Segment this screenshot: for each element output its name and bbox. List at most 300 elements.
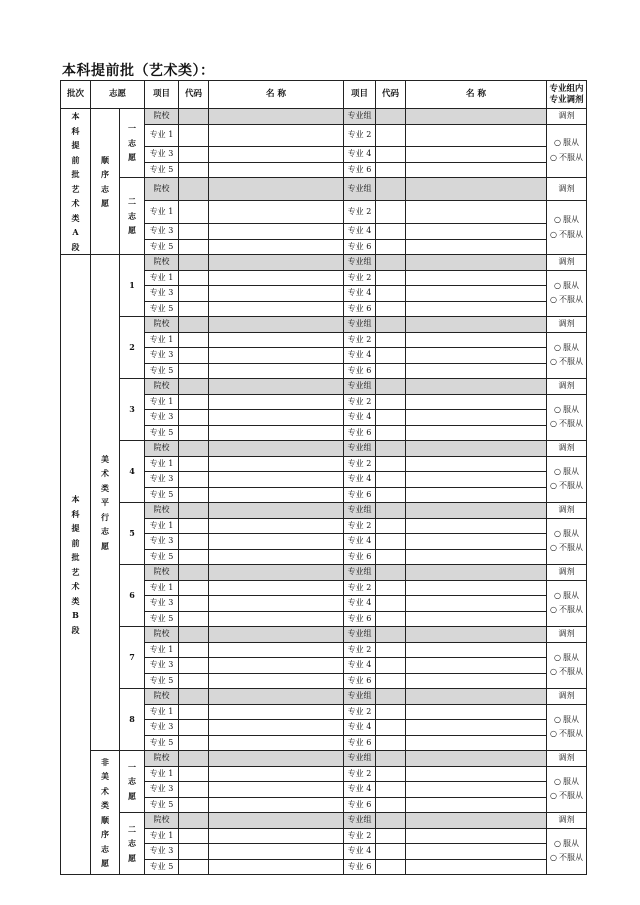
major-name-input[interactable]: [406, 425, 547, 441]
major-name-input[interactable]: [406, 859, 547, 875]
major-name-input[interactable]: [209, 410, 344, 426]
disobey-option-label: 不服从: [558, 419, 583, 429]
school-row: [61, 178, 587, 201]
major-name-input[interactable]: [209, 704, 344, 720]
major-name-input[interactable]: [209, 270, 344, 286]
major-name-input[interactable]: [406, 580, 547, 596]
radio-circle-icon[interactable]: ○: [550, 295, 557, 305]
major-name-input[interactable]: [406, 472, 547, 488]
school-code-input[interactable]: [179, 565, 209, 581]
major-code-input[interactable]: [179, 859, 209, 875]
school-name-input[interactable]: [209, 109, 344, 125]
major-code-input[interactable]: [376, 332, 406, 348]
major-name-input[interactable]: [406, 201, 547, 224]
major-code-input[interactable]: [376, 410, 406, 426]
major-code-input[interactable]: [376, 270, 406, 286]
major-name-input[interactable]: [406, 270, 547, 286]
group-code-input[interactable]: [376, 689, 406, 705]
disobey-option-label: 不服从: [558, 791, 583, 801]
major-code-input[interactable]: [179, 828, 209, 844]
group-label: 专业组: [344, 109, 376, 125]
major-code-input[interactable]: [376, 596, 406, 612]
major-name-input[interactable]: [209, 828, 344, 844]
major-code-input[interactable]: [179, 147, 209, 163]
disobey-option[interactable]: [547, 293, 586, 308]
major-code-input[interactable]: [179, 720, 209, 736]
radio-circle-icon[interactable]: ○: [550, 229, 557, 239]
major-name-input[interactable]: [406, 828, 547, 844]
major-name-input[interactable]: [209, 472, 344, 488]
obey-option[interactable]: [547, 341, 586, 356]
school-name-input[interactable]: [209, 178, 344, 201]
group-name-input[interactable]: [406, 689, 547, 705]
major-name-input[interactable]: [209, 201, 344, 224]
major-code-input[interactable]: [179, 844, 209, 860]
radio-circle-icon[interactable]: ○: [554, 528, 561, 538]
radio-circle-icon[interactable]: ○: [554, 466, 561, 476]
radio-circle-icon[interactable]: ○: [550, 357, 557, 367]
major-name-input[interactable]: [209, 611, 344, 627]
major-name-input[interactable]: [209, 673, 344, 689]
major-code-input[interactable]: [179, 580, 209, 596]
disobey-option[interactable]: [547, 417, 586, 432]
major-code-input[interactable]: [179, 124, 209, 147]
choice-number: 5: [120, 503, 145, 565]
major-code-input[interactable]: [376, 673, 406, 689]
major-name-input[interactable]: [406, 348, 547, 364]
group-label: 专业组: [344, 627, 376, 643]
major-label: 专业 3: [145, 534, 179, 550]
choice-number: [120, 751, 145, 813]
major-label: 专业 5: [145, 549, 179, 565]
major-label: 专业 6: [344, 797, 376, 813]
major-name-input[interactable]: [209, 518, 344, 534]
major-name-input[interactable]: [406, 797, 547, 813]
major-code-input[interactable]: [376, 286, 406, 302]
obey-option-label: 服从: [562, 528, 579, 538]
disobey-option[interactable]: [547, 228, 586, 243]
major-code-input[interactable]: [376, 611, 406, 627]
major-code-input[interactable]: [376, 363, 406, 379]
major-code-input[interactable]: [376, 580, 406, 596]
obey-option[interactable]: [547, 213, 586, 228]
major-name-input[interactable]: [406, 410, 547, 426]
school-code-input[interactable]: [179, 178, 209, 201]
header-row: [61, 81, 587, 109]
major-code-input[interactable]: [376, 239, 406, 255]
major-code-input[interactable]: [376, 147, 406, 163]
major-name-input[interactable]: [406, 673, 547, 689]
school-row: [61, 255, 587, 271]
radio-circle-icon[interactable]: ○: [554, 714, 561, 724]
disobey-option[interactable]: [547, 789, 586, 804]
major-code-input[interactable]: [376, 797, 406, 813]
major-code-input[interactable]: [376, 766, 406, 782]
school-label: 院校: [145, 565, 179, 581]
major-name-input[interactable]: [406, 735, 547, 751]
major-label: 专业 6: [344, 673, 376, 689]
major-name-input[interactable]: [406, 720, 547, 736]
school-name-input[interactable]: [209, 317, 344, 333]
school-code-input[interactable]: [179, 751, 209, 767]
major-code-input[interactable]: [179, 704, 209, 720]
major-code-input[interactable]: [376, 549, 406, 565]
major-label: 专业 2: [344, 124, 376, 147]
major-name-input[interactable]: [209, 124, 344, 147]
group-code-input[interactable]: [376, 178, 406, 201]
school-code-input[interactable]: [179, 627, 209, 643]
group-code-input[interactable]: [376, 317, 406, 333]
radio-circle-icon[interactable]: ○: [554, 342, 561, 352]
radio-circle-icon[interactable]: ○: [550, 543, 557, 553]
major-code-input[interactable]: [376, 124, 406, 147]
major-code-input[interactable]: [376, 720, 406, 736]
major-name-input[interactable]: [209, 735, 344, 751]
major-code-input[interactable]: [179, 596, 209, 612]
group-name-input[interactable]: [406, 751, 547, 767]
major-name-input[interactable]: [209, 642, 344, 658]
obey-option[interactable]: [547, 837, 586, 852]
group-name-input[interactable]: [406, 317, 547, 333]
school-name-input[interactable]: [209, 627, 344, 643]
major-code-input[interactable]: [376, 518, 406, 534]
group-name-input[interactable]: [406, 565, 547, 581]
major-name-input[interactable]: [406, 534, 547, 550]
major-label: 专业 5: [145, 301, 179, 317]
major-label: 专业 3: [145, 844, 179, 860]
major-code-input[interactable]: [179, 162, 209, 178]
major-code-input[interactable]: [179, 363, 209, 379]
school-row: [61, 317, 587, 333]
major-name-input[interactable]: [209, 239, 344, 255]
obey-option[interactable]: [547, 589, 586, 604]
major-code-input[interactable]: [376, 201, 406, 224]
radio-circle-icon[interactable]: ○: [550, 152, 557, 162]
major-name-input[interactable]: [406, 518, 547, 534]
adjust-label: 调剂: [547, 441, 587, 457]
major-name-input[interactable]: [406, 239, 547, 255]
group-label: 专业组: [344, 751, 376, 767]
major-code-input[interactable]: [179, 472, 209, 488]
major-code-input[interactable]: [179, 611, 209, 627]
disobey-option[interactable]: [547, 541, 586, 556]
group-code-input[interactable]: [376, 565, 406, 581]
major-label: 专业 6: [344, 162, 376, 178]
major-label: 专业 5: [145, 363, 179, 379]
major-code-input[interactable]: [179, 487, 209, 503]
group-code-input[interactable]: [376, 813, 406, 829]
school-name-input[interactable]: [209, 503, 344, 519]
major-label: 专业 5: [145, 162, 179, 178]
major-code-input[interactable]: [376, 642, 406, 658]
school-row: [61, 379, 587, 395]
major-code-input[interactable]: [179, 735, 209, 751]
major-name-input[interactable]: [406, 487, 547, 503]
vertical-label-text: 非美术类顺序志愿: [101, 756, 109, 868]
major-code-input[interactable]: [376, 162, 406, 178]
major-name-input[interactable]: [209, 720, 344, 736]
disobey-option[interactable]: [547, 603, 586, 618]
obey-option[interactable]: [547, 465, 586, 480]
obey-option-label: 服从: [562, 404, 579, 414]
major-code-input[interactable]: [179, 642, 209, 658]
major-name-input[interactable]: [209, 859, 344, 875]
school-code-input[interactable]: [179, 317, 209, 333]
school-name-input[interactable]: [209, 689, 344, 705]
disobey-option[interactable]: [547, 355, 586, 370]
school-row: [61, 503, 587, 519]
major-code-input[interactable]: [179, 332, 209, 348]
major-code-input[interactable]: [179, 782, 209, 798]
radio-circle-icon[interactable]: ○: [554, 652, 561, 662]
major-code-input[interactable]: [179, 301, 209, 317]
school-name-input[interactable]: [209, 379, 344, 395]
major-code-input[interactable]: [376, 534, 406, 550]
major-name-input[interactable]: [406, 224, 547, 240]
school-name-input[interactable]: [209, 751, 344, 767]
major-label: 专业 4: [344, 286, 376, 302]
adjust-options: [547, 828, 587, 875]
radio-circle-icon[interactable]: ○: [554, 776, 561, 786]
major-name-input[interactable]: [209, 394, 344, 410]
disobey-option[interactable]: [547, 665, 586, 680]
major-label: 专业 4: [344, 348, 376, 364]
radio-circle-icon[interactable]: ○: [554, 280, 561, 290]
radio-circle-icon[interactable]: ○: [550, 667, 557, 677]
major-name-input[interactable]: [209, 332, 344, 348]
major-name-input[interactable]: [209, 844, 344, 860]
group-code-input[interactable]: [376, 441, 406, 457]
major-code-input[interactable]: [376, 487, 406, 503]
obey-option[interactable]: [547, 713, 586, 728]
choice-number: [120, 178, 145, 255]
group-name-input[interactable]: [406, 178, 547, 201]
major-name-input[interactable]: [406, 286, 547, 302]
major-name-input[interactable]: [209, 456, 344, 472]
major-code-input[interactable]: [376, 704, 406, 720]
group-code-input[interactable]: [376, 379, 406, 395]
major-code-input[interactable]: [376, 859, 406, 875]
major-code-input[interactable]: [179, 766, 209, 782]
group-name-input[interactable]: [406, 503, 547, 519]
radio-circle-icon[interactable]: ○: [550, 605, 557, 615]
major-name-input[interactable]: [209, 348, 344, 364]
group-name-input[interactable]: [406, 379, 547, 395]
adjust-label: 调剂: [547, 689, 587, 705]
school-code-input[interactable]: [179, 109, 209, 125]
major-code-input[interactable]: [376, 658, 406, 674]
major-code-input[interactable]: [376, 844, 406, 860]
choice-number: 2: [120, 317, 145, 379]
radio-circle-icon[interactable]: ○: [554, 404, 561, 414]
major-name-input[interactable]: [406, 704, 547, 720]
group-code-input[interactable]: [376, 751, 406, 767]
major-code-input[interactable]: [376, 348, 406, 364]
group-name-input[interactable]: [406, 109, 547, 125]
major-code-input[interactable]: [179, 658, 209, 674]
major-name-input[interactable]: [209, 162, 344, 178]
major-name-input[interactable]: [209, 596, 344, 612]
disobey-option[interactable]: [547, 727, 586, 742]
major-name-input[interactable]: [209, 782, 344, 798]
obey-option[interactable]: [547, 775, 586, 790]
major-label: 专业 4: [344, 224, 376, 240]
vertical-label-text: 二志愿: [128, 196, 136, 236]
school-code-input[interactable]: [179, 813, 209, 829]
school-name-input[interactable]: [209, 813, 344, 829]
major-name-input[interactable]: [406, 844, 547, 860]
major-label: 专业 6: [344, 549, 376, 565]
radio-circle-icon[interactable]: ○: [550, 419, 557, 429]
obey-option[interactable]: [547, 527, 586, 542]
major-label: 专业 4: [344, 147, 376, 163]
major-label: 专业 3: [145, 224, 179, 240]
major-label: 专业 1: [145, 270, 179, 286]
major-name-input[interactable]: [406, 596, 547, 612]
group-code-input[interactable]: [376, 109, 406, 125]
major-label: 专业 6: [344, 487, 376, 503]
major-name-input[interactable]: [209, 147, 344, 163]
radio-circle-icon[interactable]: ○: [550, 853, 557, 863]
major-code-input[interactable]: [179, 797, 209, 813]
major-code-input[interactable]: [179, 534, 209, 550]
school-name-input[interactable]: [209, 565, 344, 581]
major-code-input[interactable]: [376, 782, 406, 798]
school-row: [61, 109, 587, 125]
major-code-input[interactable]: [376, 456, 406, 472]
major-name-input[interactable]: [209, 301, 344, 317]
major-code-input[interactable]: [376, 394, 406, 410]
major-code-input[interactable]: [179, 425, 209, 441]
radio-circle-icon[interactable]: ○: [550, 481, 557, 491]
group-label: 专业组: [344, 178, 376, 201]
major-label: 专业 6: [344, 301, 376, 317]
disobey-option-label: 不服从: [558, 605, 583, 615]
major-name-input[interactable]: [406, 766, 547, 782]
major-name-input[interactable]: [209, 425, 344, 441]
major-code-input[interactable]: [376, 828, 406, 844]
disobey-option[interactable]: [547, 851, 586, 866]
major-name-input[interactable]: [406, 363, 547, 379]
major-name-input[interactable]: [209, 580, 344, 596]
group-label: 专业组: [344, 255, 376, 271]
adjust-options: [547, 332, 587, 379]
major-name-input[interactable]: [209, 224, 344, 240]
radio-circle-icon[interactable]: ○: [554, 215, 561, 225]
major-code-input[interactable]: [179, 518, 209, 534]
major-code-input[interactable]: [179, 549, 209, 565]
group-name-input[interactable]: [406, 813, 547, 829]
header-batch: 批次: [61, 81, 91, 109]
major-code-input[interactable]: [179, 673, 209, 689]
major-name-input[interactable]: [406, 162, 547, 178]
major-code-input[interactable]: [179, 394, 209, 410]
major-code-input[interactable]: [179, 456, 209, 472]
major-code-input[interactable]: [376, 735, 406, 751]
major-label: 专业 1: [145, 394, 179, 410]
group-label: 专业组: [344, 441, 376, 457]
major-code-input[interactable]: [179, 348, 209, 364]
choice-number: 6: [120, 565, 145, 627]
major-code-input[interactable]: [376, 224, 406, 240]
school-code-input[interactable]: [179, 503, 209, 519]
major-code-input[interactable]: [179, 286, 209, 302]
radio-circle-icon[interactable]: ○: [550, 791, 557, 801]
obey-option[interactable]: [547, 279, 586, 294]
disobey-option-label: 不服从: [558, 481, 583, 491]
obey-option[interactable]: [547, 651, 586, 666]
major-name-input[interactable]: [209, 766, 344, 782]
header-name: 名 称: [209, 81, 344, 109]
major-name-input[interactable]: [406, 658, 547, 674]
major-code-input[interactable]: [376, 425, 406, 441]
major-name-input[interactable]: [406, 394, 547, 410]
major-code-input[interactable]: [179, 239, 209, 255]
vertical-label-text: 二志愿: [128, 823, 136, 863]
disobey-option[interactable]: [547, 479, 586, 494]
group-name-input[interactable]: [406, 627, 547, 643]
obey-option[interactable]: [547, 403, 586, 418]
major-name-input[interactable]: [406, 782, 547, 798]
obey-option[interactable]: [547, 136, 586, 151]
major-name-input[interactable]: [406, 332, 547, 348]
major-name-input[interactable]: [209, 363, 344, 379]
school-code-input[interactable]: [179, 441, 209, 457]
major-code-input[interactable]: [179, 201, 209, 224]
major-name-input[interactable]: [406, 124, 547, 147]
major-code-input[interactable]: [179, 270, 209, 286]
school-name-input[interactable]: [209, 255, 344, 271]
major-label: 专业 2: [344, 518, 376, 534]
choice-number: 4: [120, 441, 145, 503]
major-code-input[interactable]: [376, 472, 406, 488]
school-code-input[interactable]: [179, 255, 209, 271]
major-name-input[interactable]: [406, 549, 547, 565]
major-name-input[interactable]: [209, 534, 344, 550]
major-name-input[interactable]: [406, 642, 547, 658]
major-name-input[interactable]: [406, 147, 547, 163]
radio-circle-icon[interactable]: ○: [550, 729, 557, 739]
obey-option-label: 服从: [562, 215, 579, 225]
major-code-input[interactable]: [179, 410, 209, 426]
group-name-input[interactable]: [406, 255, 547, 271]
group-code-input[interactable]: [376, 627, 406, 643]
school-code-input[interactable]: [179, 379, 209, 395]
major-name-input[interactable]: [209, 487, 344, 503]
school-name-input[interactable]: [209, 441, 344, 457]
radio-circle-icon[interactable]: ○: [554, 590, 561, 600]
form-title: 本科提前批（艺术类）：: [62, 63, 215, 79]
school-label: 院校: [145, 317, 179, 333]
major-name-input[interactable]: [406, 456, 547, 472]
major-name-input[interactable]: [406, 611, 547, 627]
radio-circle-icon[interactable]: ○: [554, 838, 561, 848]
major-code-input[interactable]: [376, 301, 406, 317]
major-name-input[interactable]: [209, 797, 344, 813]
group-name-input[interactable]: [406, 441, 547, 457]
major-name-input[interactable]: [209, 286, 344, 302]
major-code-input[interactable]: [179, 224, 209, 240]
disobey-option[interactable]: [547, 151, 586, 166]
group-code-input[interactable]: [376, 503, 406, 519]
major-name-input[interactable]: [209, 549, 344, 565]
major-name-input[interactable]: [406, 301, 547, 317]
radio-circle-icon[interactable]: ○: [554, 138, 561, 148]
major-name-input[interactable]: [209, 658, 344, 674]
adjust-options: [547, 580, 587, 627]
school-code-input[interactable]: [179, 689, 209, 705]
group-code-input[interactable]: [376, 255, 406, 271]
